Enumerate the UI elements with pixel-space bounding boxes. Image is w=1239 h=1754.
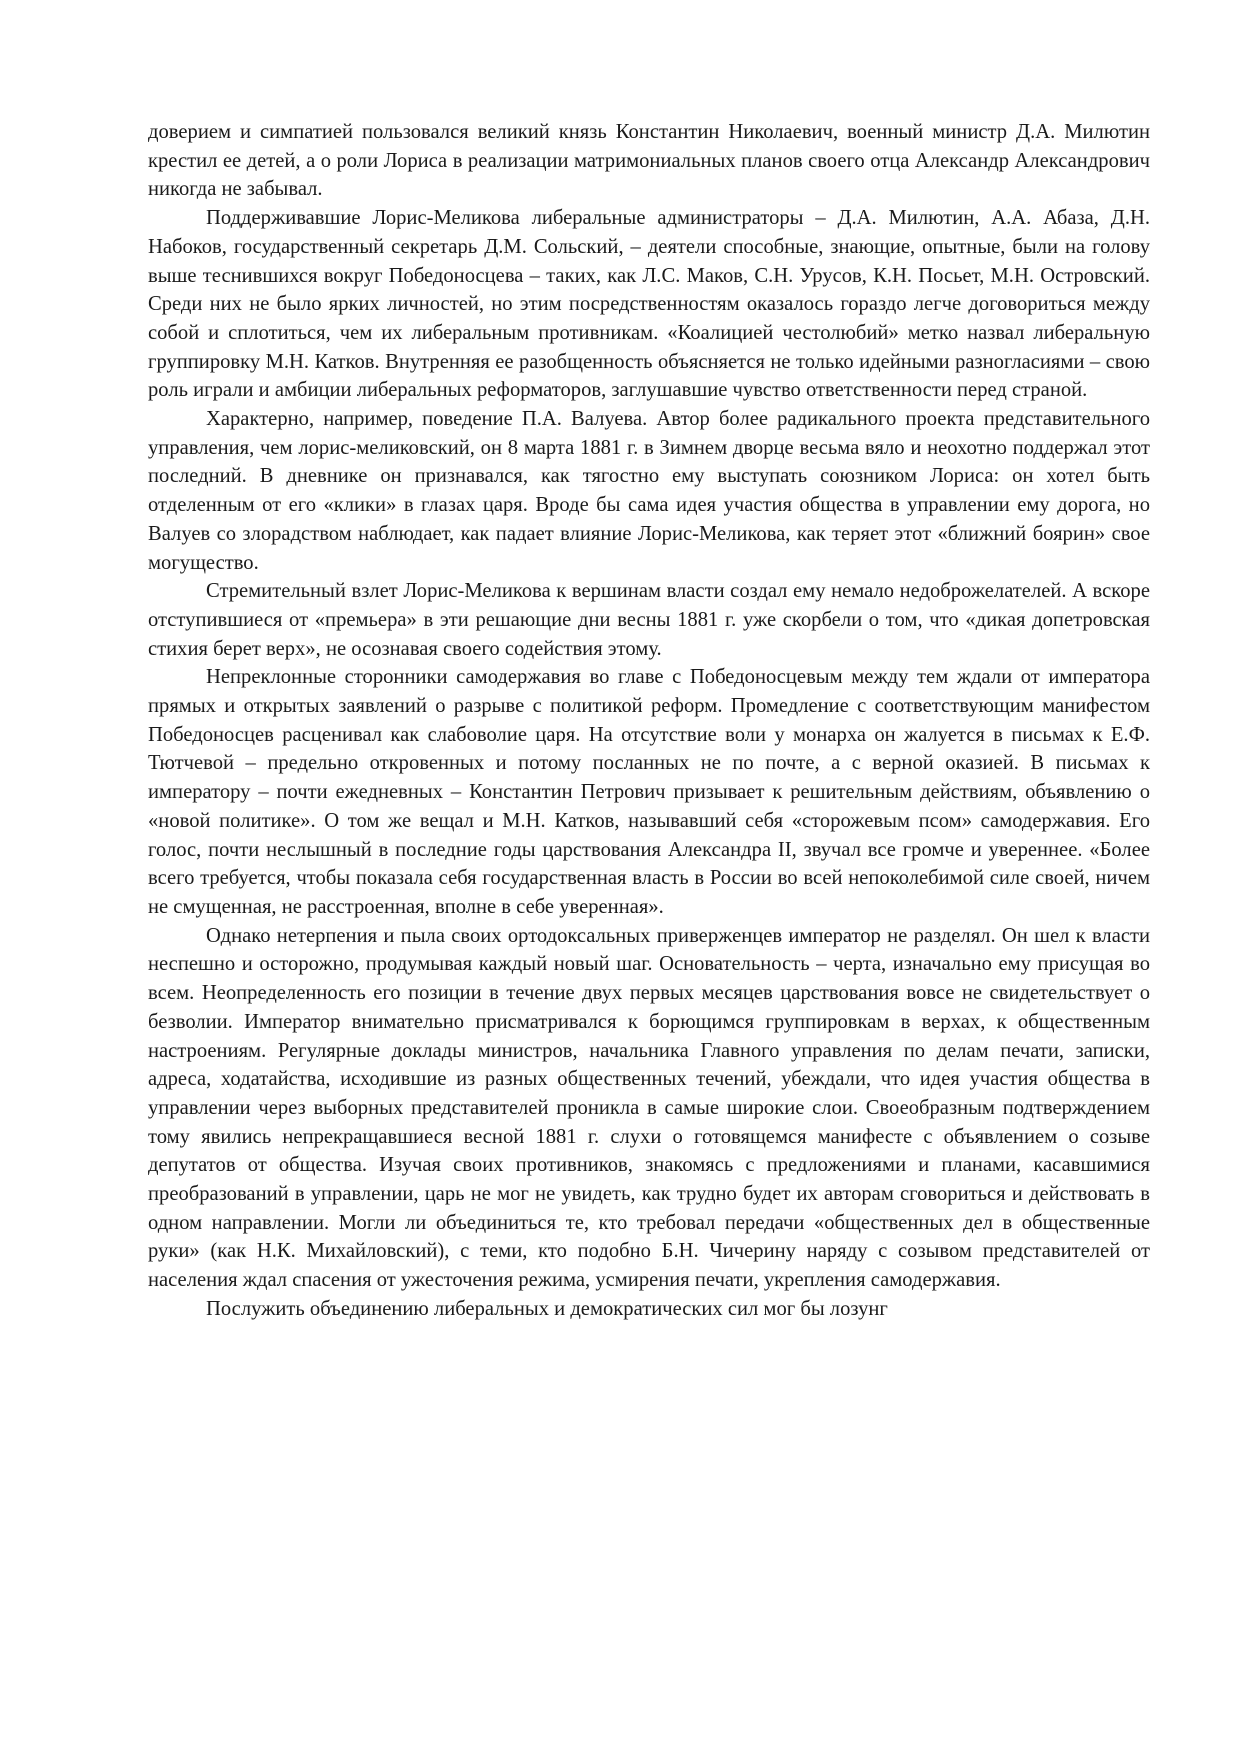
document-page [148,118,1150,1324]
paragraph-autocracy-supporters: Непреклонные сторонники самодержавия во главе с Победоносцевым между тем ждали от императора прямых и открытых заявлений о разрыве с политикой реформ. Промедление с соответствующим манифестом Победоносцев расценивал как слабоволие царя. На отсутствие воли у монарха он жалуется в письмах к Е.Ф. Тютчевой – предельно откровенных и потому посланных не по почте, а с верной оказией. В письмах к императору – почти ежедневных – Константин Петрович призывает к решительным действиям, объявлению о «новой политике». О том же вещал и М.Н. Катков, называвший себя «сторожевым псом» самодержавия. Его голос, почти неслышный в последние годы царствования Александра II, звучал все громче и увереннее. «Более всего требуется, чтобы показала себя государственная власть в России во всей непоколебимой силе своей, ничем не смущенная, не расстроенная, вполне в себе уверенная». [148,666,1150,918]
paragraph-emperor-caution: Однако нетерпения и пыла своих ортодоксальных приверженцев император не разделял. Он шел к власти неспешно и осторожно, продумывая каждый новый шаг. Основательность – черта, изначально ему присущая во всем. Неопределенность его позиции в течение двух первых месяцев царствования вовсе не свидетельствует о безволии. Император внимательно присматривался к борющимся группировкам в верхах, к общественным настроениям. Регулярные доклады министров, начальника Главного управления по делам печати, записки, адреса, ходатайства, исходившие из разных общественных течений, убеждали, что идея участия общества в управлении через выборных представителей проникла в самые широкие слои. Своеобразным подтверждением тому явились непрекращавшиеся весной 1881 г. слухи о готовящемся манифесте с объявлением о созыве депутатов от общества. Изучая своих противников, знакомясь с предложениями и планами, касавшимися преобразований в управлении, царь не мог не увидеть, как трудно будет их авторам сговориться и действовать в одном направлении. Могли ли объединиться те, кто требовал передачи «общественных дел в общественные руки» (как Н.К. Михайловский), с теми, кто подобно Б.Н. Чичерину наряду с созывом представителей от населения ждал спасения от ужесточения режима, усмирения печати, укрепления самодержавия. [148,924,1150,1292]
paragraph-continuation: доверием и симпатией пользовался великий князь Константин Николаевич, военный министр Д.А. Милютин крестил ее детей, а о роли Лориса в реализации матримониальных планов своего отца Александр Александрович никогда не забывал. [148,121,1150,201]
paragraph-liberal-administrators: Поддерживавшие Лорис-Меликова либеральные администраторы – Д.А. Милютин, А.А. Абаза, Д.Н. Набоков, государственный секретарь Д.М. Сольский, – деятели способные, знающие, опытные, были на голову выше теснившихся вокруг Победоносцева – таких, как Л.С. Маков, С.Н. Урусов, К.Н. Посьет, М.Н. Островский. Среди них не было ярких личностей, но этим посредственностям оказалось гораздо легче договориться между собой и сплотиться, чем их либеральным противникам. «Коалицией честолюбий» метко назвал либеральную группировку М.Н. Катков. Внутренняя ее разобщенность объясняется не только идейными разногласиями – свою роль играли и амбиции либеральных реформаторов, заглушавшие чувство ответственности перед страной. [148,207,1150,402]
paragraph-valuev: Характерно, например, поведение П.А. Валуева. Автор более радикального проекта представительного управления, чем лорис-меликовский, он 8 марта 1881 г. в Зимнем дворце весьма вяло и неохотно поддержал этот последний. В дневнике он признавался, как тягостно ему выступать союзником Лориса: он хотел быть отделенным от его «клики» в глазах царя. Вроде бы сама идея участия общества в управлении ему дорога, но Валуев со злорадством наблюдает, как падает влияние Лорис-Меликова, как теряет этот «ближний боярин» свое могущество. [148,408,1150,574]
paragraph-loris-melikov-rise: Стремительный взлет Лорис-Меликова к вершинам власти создал ему немало недоброжелателей. А вскоре отступившиеся от «премьера» в эти решающие дни весны 1881 г. уже скорбели о том, что «дикая допетровская стихия берет верх», не осознавая своего содействия этому. [148,580,1150,660]
paragraph-unification-slogan: Послужить объединению либеральных и демократических сил мог бы лозунг [206,1297,888,1320]
